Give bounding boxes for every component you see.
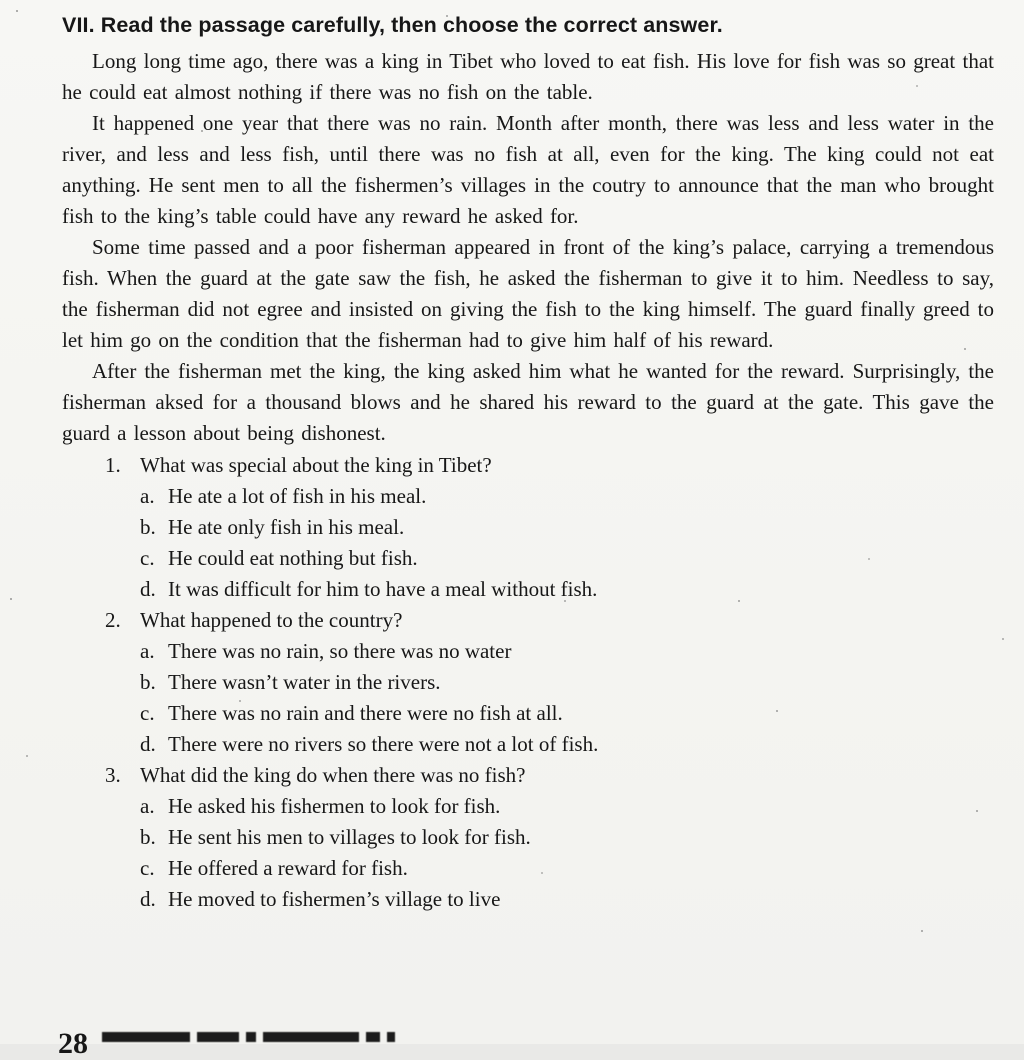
option-b — [62, 667, 994, 698]
option-text: He moved to fishermen’s village to live — [168, 887, 501, 911]
option-a — [62, 481, 994, 512]
question-number: 1. — [105, 453, 121, 477]
question-line — [62, 760, 994, 791]
question-line — [62, 450, 994, 481]
option-label: b. — [140, 825, 156, 849]
option-text: There wasn’t water in the rivers. — [168, 670, 441, 694]
option-text: He ate a lot of fish in his meal. — [168, 484, 427, 508]
option-label: a. — [140, 639, 155, 663]
page-number: 28 — [58, 1027, 88, 1060]
question-text: What happened to the country? — [140, 608, 403, 632]
option-label: d. — [140, 577, 156, 601]
section-title: VII. Read the passage carefully, then choose the correct answer. — [62, 13, 723, 37]
option-text: He could eat nothing but fish. — [168, 546, 418, 570]
option-d — [62, 884, 994, 915]
option-text: There was no rain and there were no fish at all. — [168, 701, 563, 725]
option-text: He ate only fish in his meal. — [168, 515, 405, 539]
option-label: c. — [140, 546, 155, 570]
question-text: What was special about the king in Tibet? — [140, 453, 492, 477]
option-label: d. — [140, 887, 156, 911]
passage-paragraph-4: After the fisherman met the king, the king asked him what he wanted for the reward. Surprisingly, the fisherman aksed for a thousand blows and he shared his reward to the guard at the gate. This gave the guard a lesson about being dishonest. — [62, 359, 994, 445]
option-text: It was difficult for him to have a meal without fish. — [168, 577, 598, 601]
option-label: a. — [140, 484, 155, 508]
passage-paragraph-1: Long long time ago, there was a king in Tibet who loved to eat fish. His love for fish was so great that he could eat almost nothing if there was no fish on the table. — [62, 49, 994, 104]
option-label: a. — [140, 794, 155, 818]
option-text: He sent his men to villages to look for fish. — [168, 825, 531, 849]
page-footer — [58, 1027, 395, 1060]
passage-paragraph-3: Some time passed and a poor fisherman appeared in front of the king’s palace, carrying a tremendous fish. When the guard at the gate saw the fish, he asked the fisherman to give it to him. Needless to say, the fisherman did not egree and insisted on giving the fish to the king himself. The guard finally greed to let him go on the condition that the fisherman had to give him half of his reward. — [62, 235, 994, 352]
scan-noise-specks — [16, 10, 18, 12]
question-text: What did the king do when there was no fish? — [140, 763, 526, 787]
question-number: 3. — [105, 763, 121, 787]
option-text: There was no rain, so there was no water — [168, 639, 512, 663]
option-d — [62, 574, 994, 605]
option-label: c. — [140, 856, 155, 880]
option-a — [62, 791, 994, 822]
option-c — [62, 543, 994, 574]
option-c — [62, 853, 994, 884]
option-text: He asked his fishermen to look for fish. — [168, 794, 501, 818]
option-label: d. — [140, 732, 156, 756]
option-d — [62, 729, 994, 760]
option-text: He offered a reward for fish. — [168, 856, 408, 880]
option-c — [62, 698, 994, 729]
question-line — [62, 605, 994, 636]
option-a — [62, 636, 994, 667]
question-3 — [62, 760, 994, 915]
option-label: b. — [140, 515, 156, 539]
passage-paragraph-2: It happened one year that there was no rain. Month after month, there was less and less water in the river, and less and less fish, until there was no fish at all, even for the king. The king could not eat anything. He sent men to all the fishermen’s villages in the coutry to announce that the man who brought fish to the king’s table could have any reward he asked for. — [62, 111, 994, 228]
option-b — [62, 512, 994, 543]
option-text: There were no rivers so there were not a lot of fish. — [168, 732, 599, 756]
question-number: 2. — [105, 608, 121, 632]
question-2 — [62, 605, 994, 760]
option-label: b. — [140, 670, 156, 694]
clipped-caption-text — [102, 1029, 395, 1042]
option-label: c. — [140, 701, 155, 725]
option-b — [62, 822, 994, 853]
question-list — [62, 450, 994, 915]
question-1 — [62, 450, 994, 605]
